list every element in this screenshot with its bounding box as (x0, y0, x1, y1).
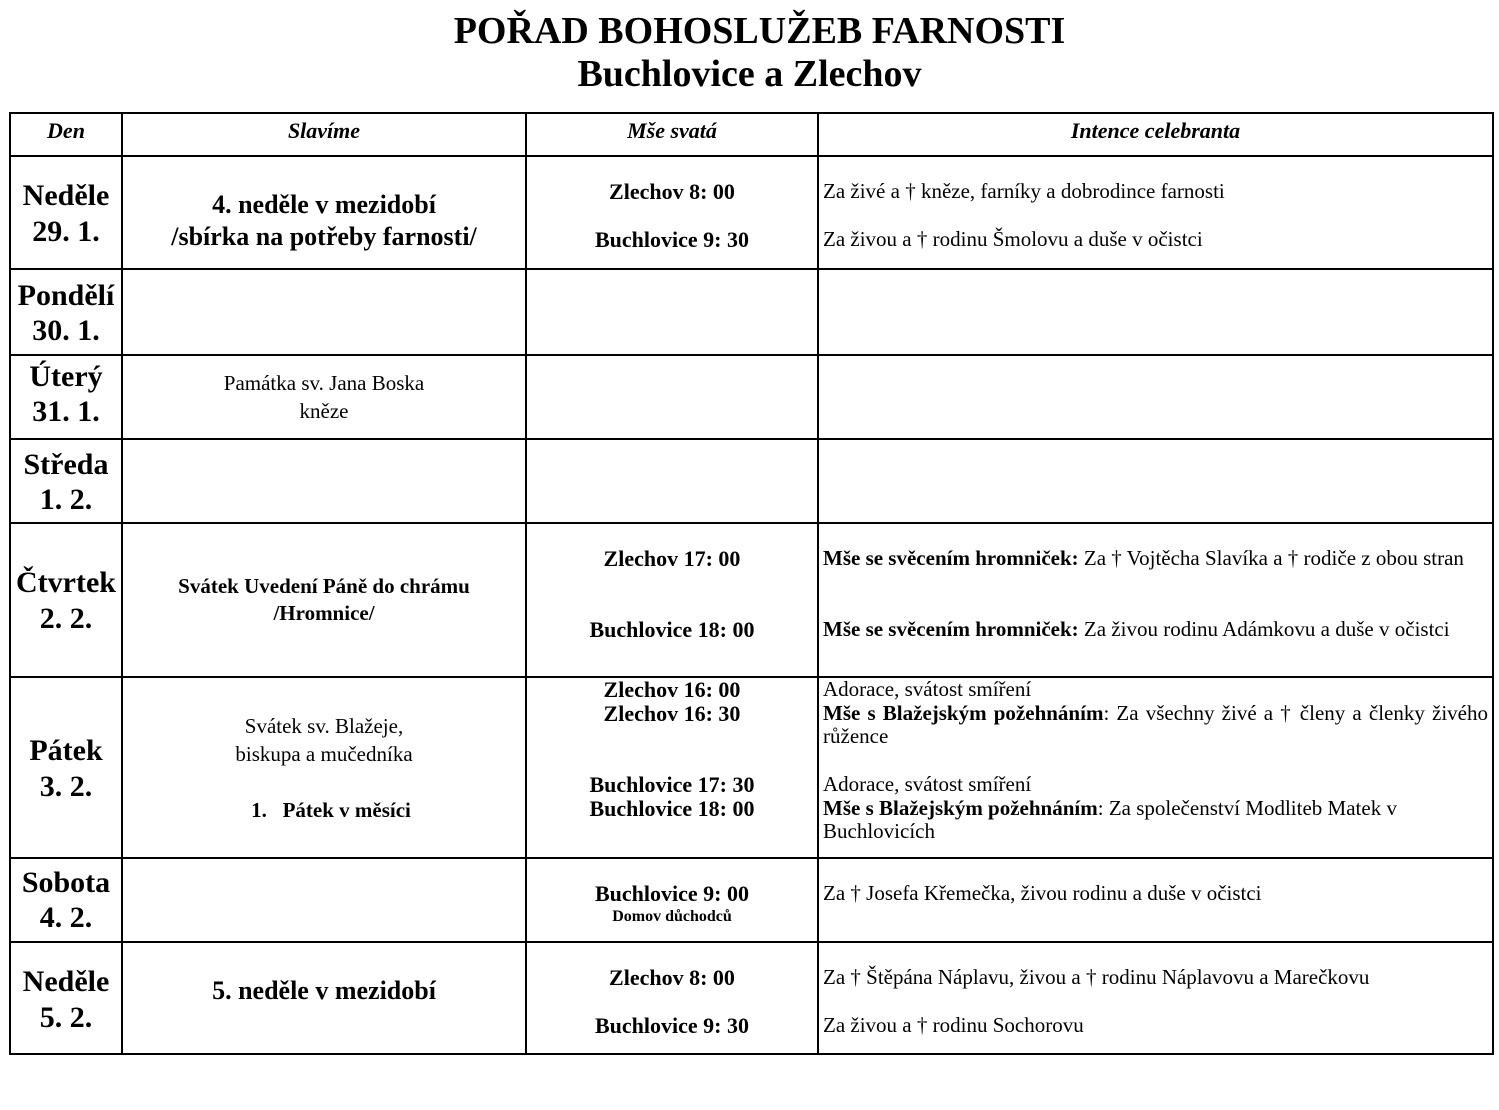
table-row (10, 523, 1493, 677)
day-date: 29. 1. (32, 215, 100, 248)
day-cell (10, 156, 122, 269)
mass-location: Domov důchodců (612, 908, 732, 925)
day-cell (10, 858, 122, 942)
day-name: Sobota (21, 866, 111, 899)
day-name: Úterý (29, 360, 103, 393)
intence-cell (818, 439, 1493, 523)
page-subtitle: Buchlovice a Zlechov (577, 53, 922, 95)
slavime-cell (122, 156, 526, 269)
day-date: 4. 2. (39, 901, 93, 934)
slavime-cell (122, 523, 526, 677)
intention-text: Za † Štěpána Náplavu, živou a † rodinu Náplavovu a Marečkovu (823, 965, 1370, 989)
mass-time: Zlechov 17: 00 (603, 546, 741, 571)
table-row (10, 269, 1493, 355)
day-cell (10, 942, 122, 1054)
page-title: POŘAD BOHOSLUŽEB FARNOSTI (453, 10, 1066, 52)
intence-cell (818, 523, 1493, 677)
intention-text: Za živou a † rodinu Šmolovu a duše v očistci (823, 227, 1203, 251)
mse-cell (526, 439, 818, 523)
mse-cell (526, 858, 818, 942)
table-row (10, 942, 1493, 1054)
mass-time: Zlechov 8: 00 (609, 179, 735, 204)
intention-text (823, 702, 1488, 748)
day-name: Čtvrtek (16, 566, 116, 599)
header-slavime: Slavíme (122, 113, 526, 156)
day-date: 2. 2. (39, 602, 93, 635)
day-date: 3. 2. (39, 770, 93, 803)
day-date: 30. 1. (32, 314, 100, 347)
intention-rest: : Za společenství Modliteb Matek v Buchlovicích (823, 796, 1397, 843)
day-name: Neděle (22, 179, 110, 212)
intention-rest: Za † Vojtěcha Slavíka a † rodiče z obou stran (1078, 546, 1464, 570)
intence-cell (818, 355, 1493, 439)
slavime-line: kněze (299, 399, 349, 423)
slavime-cell (122, 677, 526, 858)
mse-cell (526, 523, 818, 677)
day-name: Pátek (29, 734, 103, 767)
slavime-cell (122, 439, 526, 523)
mass-time: Buchlovice 9: 00 (595, 881, 749, 906)
intention-text: Za živou a † rodinu Sochorovu (823, 1013, 1084, 1037)
intention-text: Adorace, svátost smíření (823, 772, 1032, 796)
day-name: Pondělí (17, 279, 115, 312)
intence-cell (818, 942, 1493, 1054)
day-date: 1. 2. (39, 483, 93, 516)
day-name: Neděle (22, 965, 110, 998)
intention-rest: Za živou rodinu Adámkovu a duše v očistci (1078, 617, 1450, 641)
slavime-line: 1. Pátek v měsíci (251, 798, 411, 822)
slavime-line: /sbírka na potřeby farnosti/ (171, 222, 477, 251)
mass-time: Buchlovice 9: 30 (595, 227, 749, 252)
day-cell (10, 269, 122, 355)
intence-cell (818, 677, 1493, 858)
intence-cell (818, 269, 1493, 355)
day-cell (10, 439, 122, 523)
intention-text: Za † Josefa Křemečka, živou rodinu a duše v očistci (823, 881, 1262, 905)
day-cell (10, 677, 122, 858)
intention-text (823, 547, 1488, 570)
intention-text: Za živé a † kněze, farníky a dobrodince farnosti (823, 179, 1225, 203)
intence-cell (818, 156, 1493, 269)
day-cell (10, 355, 122, 439)
mass-time: Zlechov 16: 30 (603, 701, 741, 726)
mse-cell (526, 355, 818, 439)
mass-time: Buchlovice 18: 00 (589, 617, 755, 642)
slavime-line: 4. neděle v mezidobí (212, 190, 436, 219)
slavime-line: /Hromnice/ (273, 601, 375, 625)
slavime-line: biskupa a mučedníka (235, 742, 413, 766)
header-intence: Intence celebranta (818, 113, 1493, 156)
slavime-line: 5. neděle v mezidobí (212, 976, 436, 1005)
mse-cell (526, 156, 818, 269)
mass-time: Buchlovice 18: 00 (589, 796, 755, 821)
day-cell (10, 523, 122, 677)
slavime-line: Svátek Uvedení Páně do chrámu (178, 574, 470, 598)
intention-bold: Mše se svěcením hromniček: (823, 546, 1079, 570)
mse-cell (526, 677, 818, 858)
header-row (10, 113, 1493, 156)
intention-bold: Mše se svěcením hromniček: (823, 617, 1079, 641)
table-row (10, 439, 1493, 523)
table-row (10, 355, 1493, 439)
slavime-cell (122, 269, 526, 355)
day-date: 31. 1. (32, 395, 100, 428)
mse-cell (526, 942, 818, 1054)
slavime-cell (122, 942, 526, 1054)
slavime-line: Svátek sv. Blažeje, (244, 714, 404, 738)
table-row (10, 858, 1493, 942)
intention-text (823, 618, 1452, 641)
header-den: Den (10, 113, 122, 156)
table-row (10, 156, 1493, 269)
mass-time: Zlechov 16: 00 (603, 677, 741, 702)
intention-bold: Mše s Blažejským požehnáním (823, 796, 1098, 820)
intention-text: Adorace, svátost smíření (823, 677, 1032, 701)
day-date: 5. 2. (39, 1001, 93, 1034)
mse-cell (526, 269, 818, 355)
header-mse: Mše svatá (526, 113, 818, 156)
mass-time: Buchlovice 9: 30 (595, 1013, 749, 1038)
intention-text (823, 797, 1472, 843)
slavime-line: Památka sv. Jana Boska (223, 371, 425, 395)
intention-bold: Mše s Blažejským požehnáním (823, 701, 1104, 725)
slavime-cell (122, 355, 526, 439)
mass-time: Zlechov 8: 00 (609, 965, 735, 990)
day-name: Středa (23, 448, 109, 481)
mass-time: Buchlovice 17: 30 (589, 772, 755, 797)
intention-rest: : Za všechny živé a † členy a členky živého růžence (823, 701, 1488, 748)
schedule-table (9, 112, 1494, 1055)
table-row (10, 677, 1493, 858)
intence-cell (818, 858, 1493, 942)
slavime-cell (122, 858, 526, 942)
